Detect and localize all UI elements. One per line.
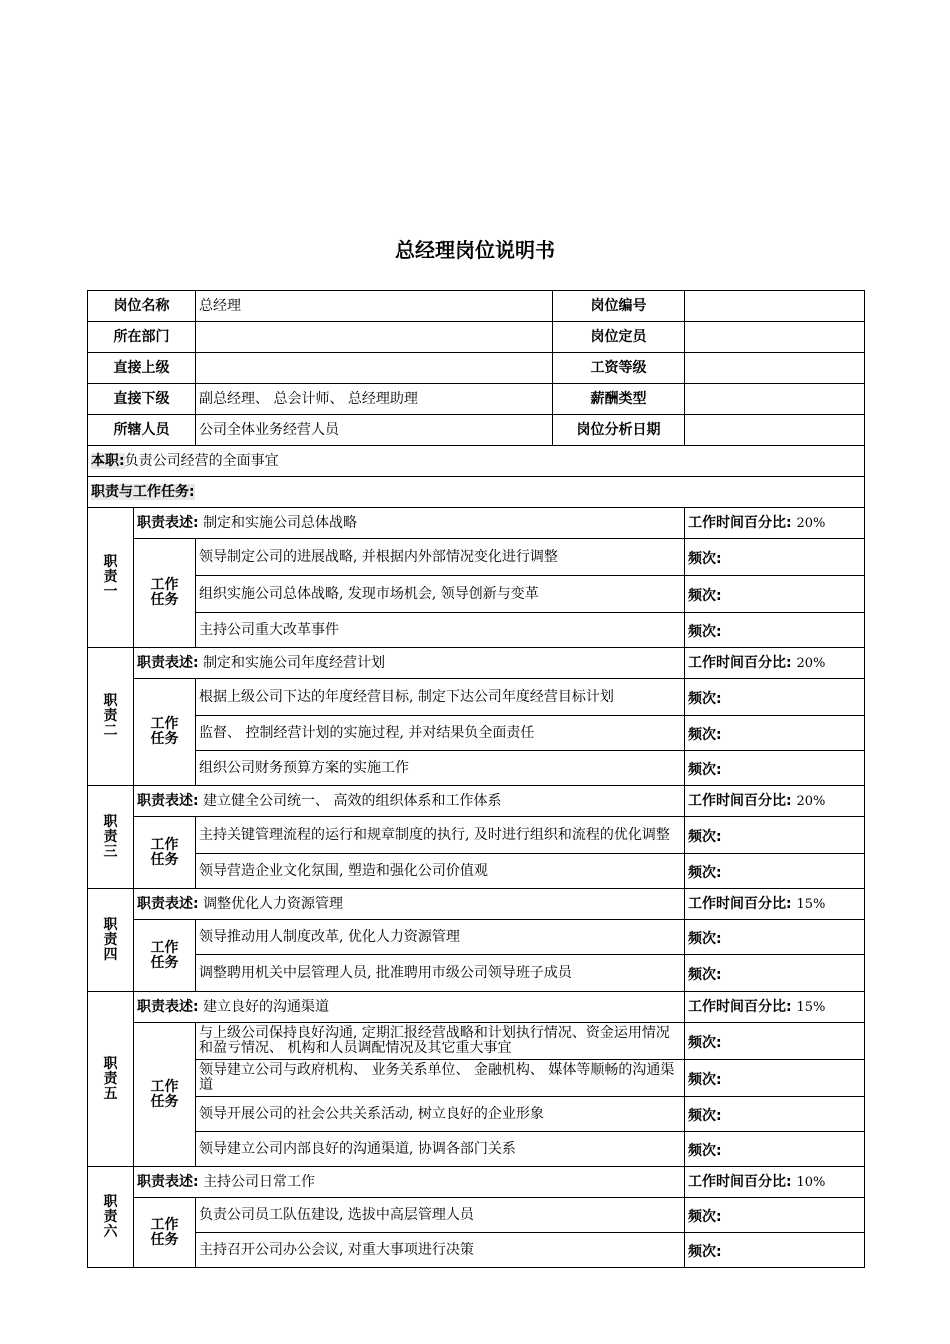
field-value [196, 322, 553, 353]
percentage-label: 工作时间百分比: [688, 514, 792, 531]
time-percentage [685, 992, 865, 1023]
task-row [88, 613, 865, 648]
field-label: 岗位分析日期 [553, 415, 685, 446]
field-label: 岗位名称 [88, 291, 196, 322]
task-description: 领导开展公司的社会公共关系活动, 树立良好的企业形象 [196, 1097, 685, 1132]
duty-label: 职 责 三 [88, 786, 134, 889]
duty-statement [134, 648, 685, 679]
percentage-label: 工作时间百分比: [688, 895, 792, 912]
task-row [88, 1023, 865, 1060]
frequency: 频次: [685, 1198, 865, 1233]
field-value: 公司全体业务经营人员 [196, 415, 553, 446]
work-task-label: 工作 任务 [134, 679, 196, 786]
statement-label: 职责表述: [137, 792, 199, 809]
task-description: 监督、 控制经营计划的实施过程, 并对结果负全面责任 [196, 716, 685, 751]
field-value [685, 415, 865, 446]
field-value [685, 291, 865, 322]
field-value [685, 384, 865, 415]
header-row [88, 322, 865, 353]
percentage-value: 10% [796, 1174, 826, 1190]
frequency: 频次: [685, 679, 865, 716]
task-row [88, 1198, 865, 1233]
task-description: 组织实施公司总体战略, 发现市场机会, 领导创新与变革 [196, 576, 685, 613]
task-description: 主持召开公司办公会议, 对重大事项进行决策 [196, 1233, 685, 1268]
frequency: 频次: [685, 576, 865, 613]
task-row [88, 751, 865, 786]
work-task-label: 工作 任务 [134, 539, 196, 648]
statement-label: 职责表述: [137, 998, 199, 1015]
task-description: 组织公司财务预算方案的实施工作 [196, 751, 685, 786]
percentage-label: 工作时间百分比: [688, 654, 792, 671]
work-task-label: 工作 任务 [134, 817, 196, 889]
frequency: 频次: [685, 1132, 865, 1167]
field-value [196, 353, 553, 384]
duties-heading-text: 职责与工作任务: [91, 483, 195, 500]
work-task-label: 工作 任务 [134, 920, 196, 992]
duty-statement [134, 992, 685, 1023]
frequency: 频次: [685, 716, 865, 751]
field-label: 薪酬类型 [553, 384, 685, 415]
task-description: 主持关键管理流程的运行和规章制度的执行, 及时进行组织和流程的优化调整 [196, 817, 685, 854]
statement-text: 制定和实施公司总体战略 [203, 514, 358, 531]
field-label: 工资等级 [553, 353, 685, 384]
task-description: 领导建立公司与政府机构、 业务关系单位、 金融机构、 媒体等顺畅的沟通渠道 [196, 1060, 685, 1097]
frequency: 频次: [685, 1023, 865, 1060]
task-row [88, 854, 865, 889]
field-label: 直接上级 [88, 353, 196, 384]
frequency: 频次: [685, 854, 865, 889]
frequency: 频次: [685, 920, 865, 955]
task-description: 调整聘用机关中层管理人员, 批准聘用市级公司领导班子成员 [196, 955, 685, 992]
frequency: 频次: [685, 751, 865, 786]
duty-statement [134, 889, 685, 920]
duty-statement [134, 508, 685, 539]
task-description: 领导推动用人制度改革, 优化人力资源管理 [196, 920, 685, 955]
job-description-table [87, 290, 865, 1268]
frequency: 频次: [685, 1060, 865, 1097]
statement-label: 职责表述: [137, 895, 199, 912]
statement-text: 建立良好的沟通渠道 [203, 998, 330, 1015]
statement-label: 职责表述: [137, 654, 199, 671]
field-label: 直接下级 [88, 384, 196, 415]
work-task-label: 工作 任务 [134, 1023, 196, 1167]
statement-text: 建立健全公司统一、 高效的组织体系和工作体系 [203, 792, 502, 809]
frequency: 频次: [685, 1097, 865, 1132]
percentage-value: 15% [796, 999, 826, 1015]
percentage-value: 20% [796, 655, 826, 671]
duty-statement [134, 1167, 685, 1198]
task-row [88, 920, 865, 955]
time-percentage [685, 1167, 865, 1198]
task-row [88, 955, 865, 992]
field-value: 副总经理、 总会计师、 总经理助理 [196, 384, 553, 415]
field-value [685, 353, 865, 384]
header-row [88, 415, 865, 446]
duty-statement [134, 786, 685, 817]
task-description: 与上级公司保持良好沟通, 定期汇报经营战略和计划执行情况、资金运用情况和盈亏情况、 机构和人员调配情况及其它重大事宜 [196, 1023, 685, 1060]
duty-statement-row [88, 648, 865, 679]
task-row [88, 1233, 865, 1268]
header-row [88, 353, 865, 384]
field-label: 所在部门 [88, 322, 196, 353]
task-row [88, 1060, 865, 1097]
role-text: 负责公司经营的全面事宜 [124, 452, 279, 469]
field-label: 岗位编号 [553, 291, 685, 322]
time-percentage [685, 889, 865, 920]
task-description: 根据上级公司下达的年度经营目标, 制定下达公司年度经营目标计划 [196, 679, 685, 716]
duty-statement-row [88, 508, 865, 539]
field-value [685, 322, 865, 353]
work-task-label: 工作 任务 [134, 1198, 196, 1268]
header-row [88, 291, 865, 322]
percentage-value: 20% [796, 515, 826, 531]
task-description: 领导制定公司的进展战略, 并根据内外部情况变化进行调整 [196, 539, 685, 576]
role-label: 本职: [91, 452, 125, 469]
statement-text: 调整优化人力资源管理 [203, 895, 344, 912]
task-description: 领导建立公司内部良好的沟通渠道, 协调各部门关系 [196, 1132, 685, 1167]
task-row [88, 817, 865, 854]
duty-label: 职 责 一 [88, 508, 134, 648]
statement-label: 职责表述: [137, 514, 199, 531]
duty-label: 职 责 四 [88, 889, 134, 992]
task-row [88, 1132, 865, 1167]
percentage-label: 工作时间百分比: [688, 792, 792, 809]
percentage-value: 20% [796, 793, 826, 809]
role-summary [88, 446, 865, 477]
task-row [88, 576, 865, 613]
time-percentage [685, 786, 865, 817]
duty-statement-row [88, 786, 865, 817]
page-title: 总经理岗位说明书 [395, 238, 555, 262]
task-description: 主持公司重大改革事件 [196, 613, 685, 648]
task-row [88, 679, 865, 716]
task-description: 负责公司员工队伍建设, 选拔中高层管理人员 [196, 1198, 685, 1233]
duties-heading [88, 477, 865, 508]
percentage-value: 15% [796, 896, 826, 912]
statement-label: 职责表述: [137, 1173, 199, 1190]
field-label: 岗位定员 [553, 322, 685, 353]
percentage-label: 工作时间百分比: [688, 1173, 792, 1190]
duty-statement-row [88, 992, 865, 1023]
statement-text: 制定和实施公司年度经营计划 [203, 654, 386, 671]
duty-label: 职 责 二 [88, 648, 134, 786]
task-description: 领导营造企业文化氛围, 塑造和强化公司价值观 [196, 854, 685, 889]
header-row [88, 384, 865, 415]
task-row [88, 716, 865, 751]
percentage-label: 工作时间百分比: [688, 998, 792, 1015]
duty-label: 职 责 五 [88, 992, 134, 1167]
duty-statement-row [88, 889, 865, 920]
frequency: 频次: [685, 817, 865, 854]
statement-text: 主持公司日常工作 [203, 1173, 316, 1190]
duty-statement-row [88, 1167, 865, 1198]
frequency: 频次: [685, 955, 865, 992]
time-percentage [685, 508, 865, 539]
frequency: 频次: [685, 1233, 865, 1268]
frequency: 频次: [685, 539, 865, 576]
field-value: 总经理 [196, 291, 553, 322]
time-percentage [685, 648, 865, 679]
field-label: 所辖人员 [88, 415, 196, 446]
task-row [88, 539, 865, 576]
task-row [88, 1097, 865, 1132]
frequency: 频次: [685, 613, 865, 648]
duty-label: 职 责 六 [88, 1167, 134, 1268]
